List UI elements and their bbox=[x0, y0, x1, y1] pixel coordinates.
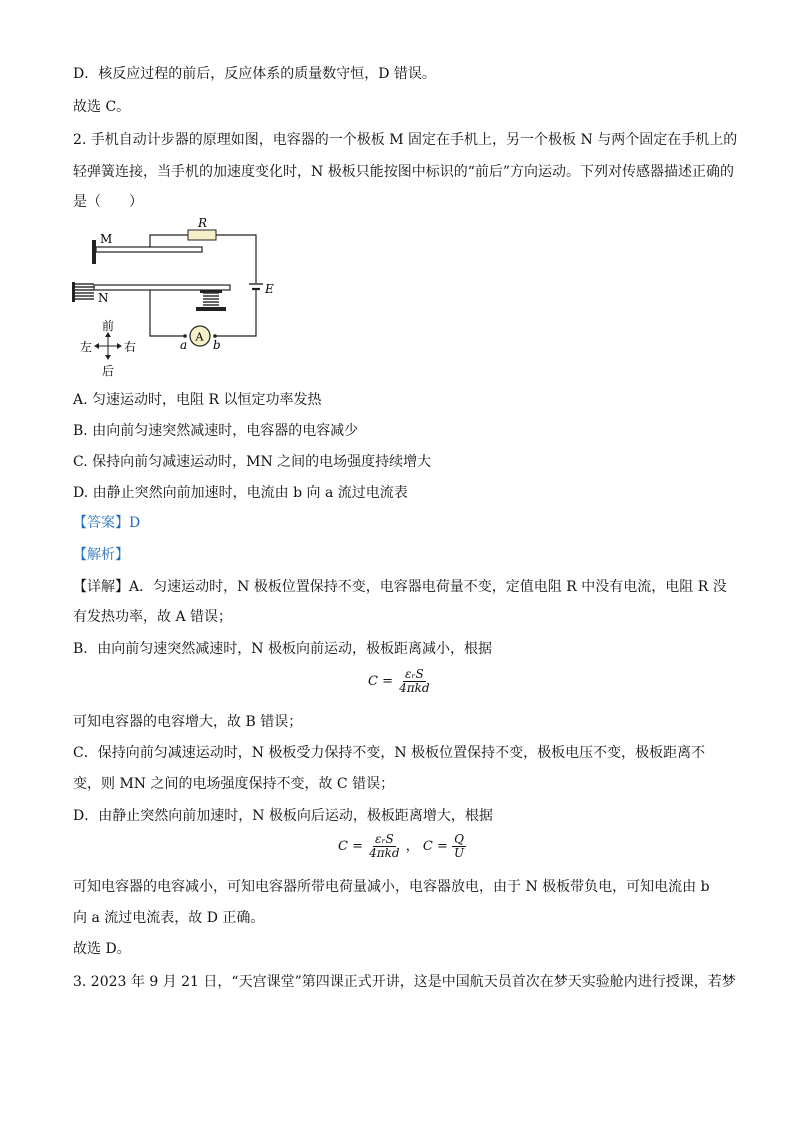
right-spring bbox=[196, 290, 226, 311]
formula-1: C = $\frac{\text{εᵣS}}{\text{4πkd}}$ bbox=[368, 667, 430, 695]
detail-line-2: 有发热功率，故 A 错误； bbox=[73, 609, 233, 625]
detail-line-7: D．由静止突然向前加速时，N 极板向后运动，极板距离增大，根据 bbox=[73, 808, 493, 824]
detail-line-9: 向 a 流过电流表，故 D 正确。 bbox=[73, 910, 265, 926]
option-c: C. 保持向前匀减速运动时，MN 之间的电场强度持续增大 bbox=[73, 454, 432, 470]
line-d-option-prev: D．核反应过程的前后，反应体系的质量数守恒，D 错误。 bbox=[73, 66, 436, 82]
detail-line-8: 可知电容器的电容减小，可知电容器所带电荷量减小，电容器放电，由于 N 极板带负电，可知电流由 b bbox=[73, 879, 710, 895]
formula-2: C = $\frac{\text{εᵣS}}{\text{4πkd}}$ ， C = $\frac{Q}{U}$ bbox=[338, 832, 465, 860]
label-ammeter: A bbox=[195, 330, 204, 344]
choose-c: 故选 C。 bbox=[73, 99, 131, 115]
question-2-line-2: 轻弹簧连接，当手机的加速度变化时，N 极板只能按图中标识的“前后”方向运动。下列对传感器描述正确的 bbox=[73, 164, 735, 180]
label-a: a bbox=[180, 338, 188, 352]
dir-front: 前 bbox=[102, 319, 115, 333]
resistor-r bbox=[188, 230, 216, 240]
plate-n bbox=[94, 285, 230, 290]
question-3-line-1: 3. 2023 年 9 月 21 日，“天宫课堂”第四课正式开讲，这是中国航天员首次在梦天实验舱内进行授课，若梦 bbox=[73, 974, 736, 990]
plate-m bbox=[96, 247, 202, 252]
label-e: E bbox=[265, 282, 274, 296]
option-d: D. 由静止突然向前加速时，电流由 b 向 a 流过电流表 bbox=[73, 485, 408, 501]
left-spring bbox=[72, 282, 94, 302]
option-b: B. 由向前匀速突然减速时，电容器的电容减少 bbox=[73, 423, 359, 439]
detail-line-4: 可知电容器的电容增大，故 B 错误； bbox=[73, 714, 303, 730]
label-n: N bbox=[98, 291, 109, 305]
detail-line-5: C．保持向前匀减速运动时，N 极板受力保持不变，N 极板位置保持不变，极板电压不变，极板距离不 bbox=[73, 745, 706, 761]
label-r: R bbox=[198, 218, 208, 230]
dir-back: 后 bbox=[102, 364, 115, 378]
detail-line-6: 变，则 MN 之间的电场强度保持不变，故 C 错误； bbox=[73, 776, 395, 792]
option-a: A. 匀速运动时，电阻 R 以恒定功率发热 bbox=[73, 392, 322, 408]
label-m: M bbox=[100, 232, 113, 246]
answer: 【答案】D bbox=[73, 515, 141, 531]
detail-line-1: 【详解】A．匀速运动时，N 极板位置保持不变，电容器电荷量不变，定值电阻 R 中没有电流，电阻 R 没 bbox=[73, 579, 727, 595]
direction-cross bbox=[94, 332, 122, 360]
analysis-heading: 【解析】 bbox=[73, 547, 129, 563]
circuit-diagram bbox=[68, 218, 288, 378]
dir-left: 左 bbox=[80, 340, 93, 354]
question-2-line-1: 2. 手机自动计步器的原理如图，电容器的一个极板 M 固定在手机上，另一个极板 N 与两个固定在手机上的 bbox=[73, 132, 738, 148]
label-b: b bbox=[213, 338, 221, 352]
question-2-line-3: 是（ ） bbox=[73, 194, 143, 210]
detail-line-3: B．由向前匀速突然减速时，N 极板向前运动，极板距离减小，根据 bbox=[73, 641, 492, 657]
dir-right: 右 bbox=[124, 340, 137, 354]
detail-line-10: 故选 D。 bbox=[73, 941, 131, 957]
